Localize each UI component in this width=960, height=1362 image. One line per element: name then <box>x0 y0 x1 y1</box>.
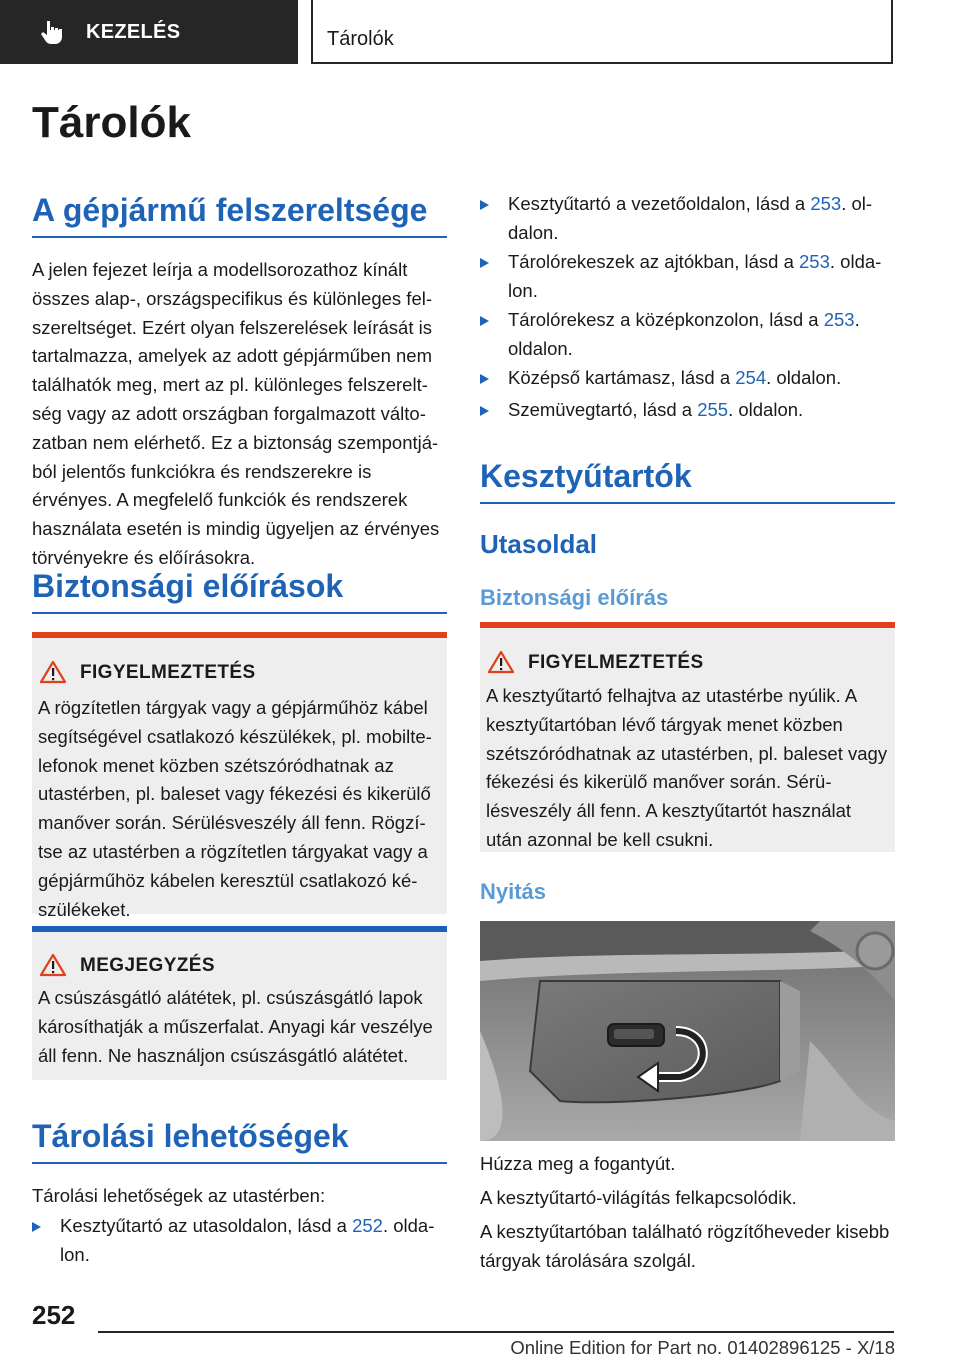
list-item: Kesztyűtartó a vezetőoldalon, lásd a 253. oldalon. <box>480 190 895 248</box>
bullet-triangle-icon <box>480 200 489 210</box>
footer-divider <box>98 1331 894 1333</box>
warning-box <box>32 632 447 920</box>
warning-title: FIGYELMEZTETÉS <box>80 662 256 683</box>
warning-bar <box>32 632 447 638</box>
chapter-header <box>311 0 893 64</box>
list-item: Középső kartámasz, lásd a 254. oldalon. <box>480 364 895 393</box>
list-item: Tárolórekesz a középkonzolon, lásd a 253. oldalon. <box>480 306 895 364</box>
warning-box <box>480 622 895 852</box>
step-pull-handle: Húzza meg a fogantyút. <box>480 1153 676 1174</box>
page-link[interactable]: 253 <box>823 309 855 330</box>
step-strap: A kesztyűtartóban található rögzítőheveder kisebb tárgyak tárolására szolgál. <box>480 1221 890 1271</box>
heading-gloveboxes: Kesztyűtartók <box>480 456 895 504</box>
step-light: A kesztyűtartó-világítás felkapcsolódik. <box>480 1187 797 1208</box>
caution-triangle-icon <box>40 953 66 977</box>
warning-triangle-icon <box>488 650 514 674</box>
warning-bar <box>480 622 895 628</box>
list-item: Szemüvegtartó, lásd a 255. oldalon. <box>480 396 895 425</box>
storage-intro: Tárolási lehetőségek az utastérben: <box>32 1185 326 1206</box>
glovebox-illustration <box>480 921 895 1141</box>
warning-title: FIGYELMEZTETÉS <box>528 652 704 673</box>
bullet-triangle-icon <box>480 406 489 416</box>
section-tab <box>0 0 298 64</box>
note-bar <box>32 926 447 932</box>
bullet-triangle-icon <box>480 374 489 384</box>
warning-text: A rögzítetlen tárgyak vagy a gépjárműhöz kábel segítségével csatlakozó készülékek, pl. mobiltelefonok menet közben szétszóródhatnak az utastérben, pl. baleset vagy fékezési és kikerülő manőver során. Sérülésveszély áll fenn. Rögzítse az utastérben a rögzítetlen tárgyakat vagy a gépjárműhöz kábelen keresztül csatlakozó készülékeket. <box>38 697 432 920</box>
bullet-triangle-icon <box>480 258 489 268</box>
note-text: A csúszásgátló alátétek, pl. csúszásgátló lapok károsíthatják a műszerfalat. Anyagi kár veszélye áll fenn. Ne használjon csúszásgátló alátétet. <box>38 987 433 1066</box>
page-title: Tárolók <box>32 98 191 147</box>
heading-equipment: A gépjármű felszereltsége <box>32 190 447 238</box>
equipment-paragraph: A jelen fejezet leírja a modellsorozathoz kínált összes alap-, országspecifikus és különleges felszereltséget. Ezért olyan felszerelések leírását is tartalmazza, amelyek az adott gépjárműben nem találhatók meg, mert az pl. különleges felszereltség vagy az adott országban forgalmazott változatban nem elérhető. Ez a biztonság szempontjából jelentős funkciókra és rendszerekre is érvényes. A megfelelő funkciók és rendszerek használata esetén is mindig ügyeljen az érvényes törvényekre és előírásokra. <box>32 259 440 568</box>
section-label: KEZELÉS <box>86 20 181 43</box>
list-item: Kesztyűtartó az utasoldalon, lásd a 252. oldalon. <box>32 1212 447 1270</box>
page-link[interactable]: 252 <box>352 1215 383 1236</box>
page-link[interactable]: 254 <box>735 367 767 388</box>
chapter-label: Tárolók <box>327 28 394 50</box>
list-item: Tárolórekeszek az ajtókban, lásd a 253. oldalon. <box>480 248 895 306</box>
edition-note: Online Edition for Part no. 01402896125 - X/18 <box>510 1337 895 1358</box>
note-title: MEGJEGYZÉS <box>80 955 215 976</box>
warning-triangle-icon <box>40 660 66 684</box>
hand-pointer-icon <box>38 19 64 45</box>
heading-safety-rule: Biztonsági előírás <box>480 585 669 610</box>
heading-safety: Biztonsági előírások <box>32 566 447 614</box>
page-link[interactable]: 255 <box>697 399 729 420</box>
bullet-triangle-icon <box>480 316 489 326</box>
heading-opening: Nyitás <box>480 879 547 904</box>
glovebox-photo <box>480 921 895 1141</box>
heading-storage: Tárolási lehetőségek <box>32 1116 447 1164</box>
warning-text: A kesztyűtartó felhajtva az utastérbe nyúlik. A kesztyűtartóban lévő tárgyak menet közben szétszóródhatnak az utastérben, pl. baleset vagy fékezési és kikerülő manőver során. Sérülésveszély áll fenn. A kesztyűtartót használat után azonnal be kell csukni. <box>486 685 888 850</box>
note-box <box>32 926 447 1080</box>
page-link[interactable]: 253 <box>799 251 830 272</box>
page-link[interactable]: 253 <box>810 193 842 214</box>
bullet-triangle-icon <box>32 1222 41 1232</box>
page-number: 252 <box>32 1300 76 1330</box>
heading-passenger-side: Utasoldal <box>480 529 598 559</box>
